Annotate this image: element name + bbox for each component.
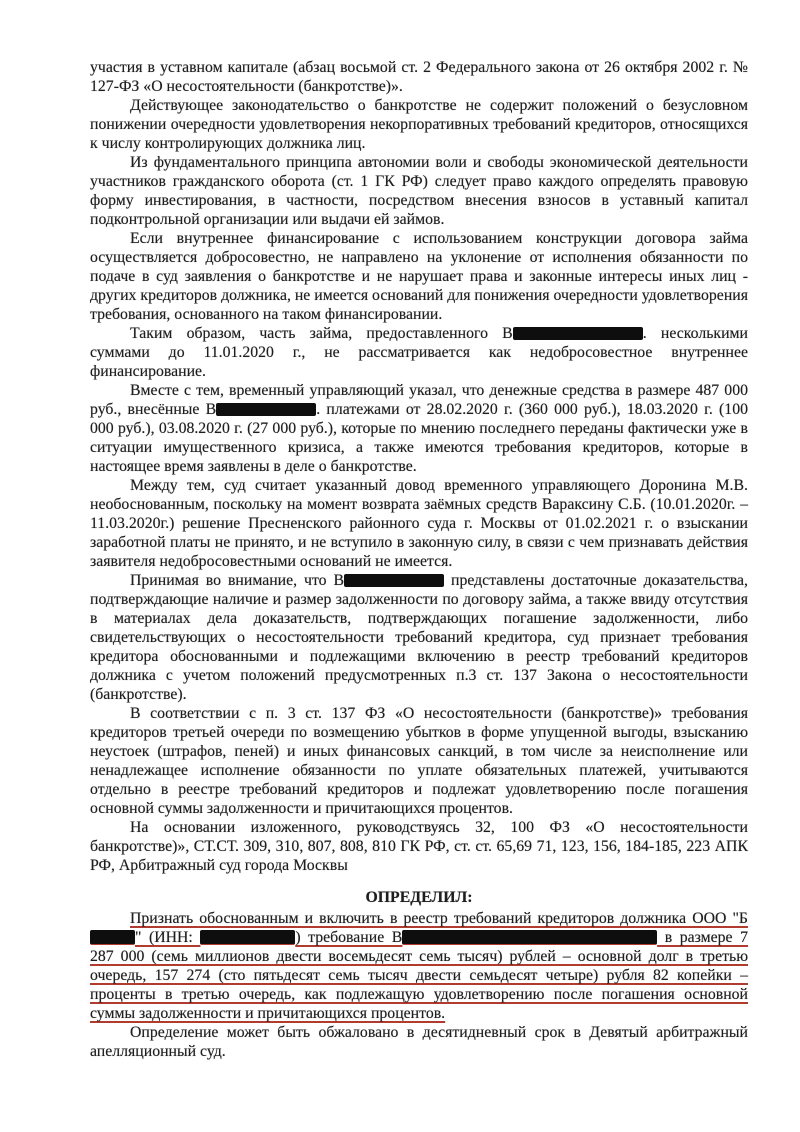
paragraph-continuation: участия в уставном капитале (абзац восьмой ст. 2 Федерального закона от 26 октября 2002 г. № 127-ФЗ «О несостоятельности (банкротстве)». bbox=[90, 59, 748, 95]
paragraph-evidence: Принимая во внимание, что В представлены достаточные доказательства, подтверждающие наличие и размер задолженности по договору займа, а также ввиду отсутствия в материалах дела доказательств, подтверждающих погашение задолженности, либо свидетельствующих о несостоятельности требований кредитора, суд признает требования кредитора обоснованными и подлежащими включению в реестр требований кредиторов должника с учетом положений предусмотренных п.3 ст. 137 Закона о несостоятельности (банкротстве). bbox=[90, 572, 748, 703]
paragraph-internal-financing: Если внутреннее финансирование с использованием конструкции договора займа осуществляется добросовестно, не направлено на уклонение от исполнения обязанности по подаче в суд заявления о банкротстве и не нарушает права и законные интересы иных лиц - других кредиторов должника, не имеется оснований для понижения очередности удовлетворения требования, основанного на таком финансировании. bbox=[90, 230, 748, 323]
paragraph-ruling: Признать обоснованным и включить в реестр требований кредиторов должника ООО "Б" (ИНН: ) требование В в размере 7 287 000 (семь миллионов двести восемьдесят семь тысяч) рублей – основной долг в третью очередь, 157 274 (сто пятьдесят семь тысяч двести семьдесят четыре) рубля 82 копейки – проценты в третью очередь, как подлежащую удовлетворению после погашения основной суммы задолженности и причитающихся процентов. bbox=[90, 910, 748, 1022]
paragraph-law-provisions: Действующее законодательство о банкротстве не содержит положений о безусловном понижении очередности удовлетворения некорпоративных требований кредиторов, относящихся к числу контролирующих должника лиц. bbox=[90, 97, 748, 152]
paragraph-autonomy-principle: Из фундаментального принципа автономии воли и свободы экономической деятельности участников гражданского оборота (ст. 1 ГК РФ) следует право каждого определять правовую форму инвестирования, в частности, посредством внесения взносов в уставный капитал подконтрольной организации или выдачи ей займов. bbox=[90, 154, 748, 228]
paragraph-legal-basis: На основании изложенного, руководствуясь 32, 100 ФЗ «О несостоятельности банкротстве)», СТ.СТ. 309, 310, 807, 808, 810 ГК РФ, ст. ст. 65,69 71, 123, 156, 184-185, 223 АПК РФ, Арбитражный суд города Москвы bbox=[90, 819, 748, 874]
paragraph-loan-part: Таким образом, часть займа, предоставленного В . несколькими суммами до 11.01.2020 г., не рассматривается как недобросовестное внутреннее финансирование. bbox=[90, 325, 748, 380]
paragraph-appeal: Определение может быть обжаловано в десятидневный срок в Девятый арбитражный апелляционный суд. bbox=[90, 1024, 748, 1060]
redaction-bar bbox=[200, 930, 295, 945]
paragraph-article-137: В соответствии с п. 3 ст. 137 ФЗ «О несостоятельности (банкротстве)» требования кредиторов третьей очереди по возмещению убытков в форме упущенной выгоды, взысканию неустоек (штрафов, пеней) и иных финансовых санкций, в том числе за неисполнение или ненадлежащее исполнение обязанности по уплате обязательных платежей, учитываются отдельно в реестре требований кредиторов и подлежат удовлетворению после погашения основной суммы задолженности и причитающихся процентов. bbox=[90, 705, 748, 817]
document-body bbox=[90, 58, 748, 1061]
redaction-bar bbox=[344, 574, 444, 587]
redaction-bar bbox=[216, 403, 316, 416]
ruling-heading: ОПРЕДЕЛИЛ: bbox=[365, 889, 473, 906]
redaction-bar bbox=[90, 930, 135, 945]
paragraph-court-opinion: Между тем, суд считает указанный довод временного управляющего Доронина М.В. необоснованным, поскольку на момент возврата заёмных средств Вараксину С.Б. (10.01.2020г. – 11.03.2020г.) решение Пресненского районного суда г. Москвы от 01.02.2021 г. о взыскании заработной платы не принято, и не вступило в законную силу, в связи с чем признавать действия заявителя недобросовестными оснований не имеется. bbox=[90, 477, 748, 570]
redaction-bar bbox=[402, 930, 657, 945]
redaction-bar bbox=[513, 327, 643, 340]
paragraph-temporary-manager: Вместе с тем, временный управляющий указал, что денежные средства в размере 487 000 руб., внесённые В . платежами от 28.02.2020 г. (360 000 руб.), 18.03.2020 г. (100 000 руб.), 03.08.2020 г. (27 000 руб.), которые по мнению последнего переданы фактически уже в ситуации имущественного кризиса, а также имеются требования кредиторов, которые в настоящее время заявлены в деле о банкротстве. bbox=[90, 382, 748, 475]
